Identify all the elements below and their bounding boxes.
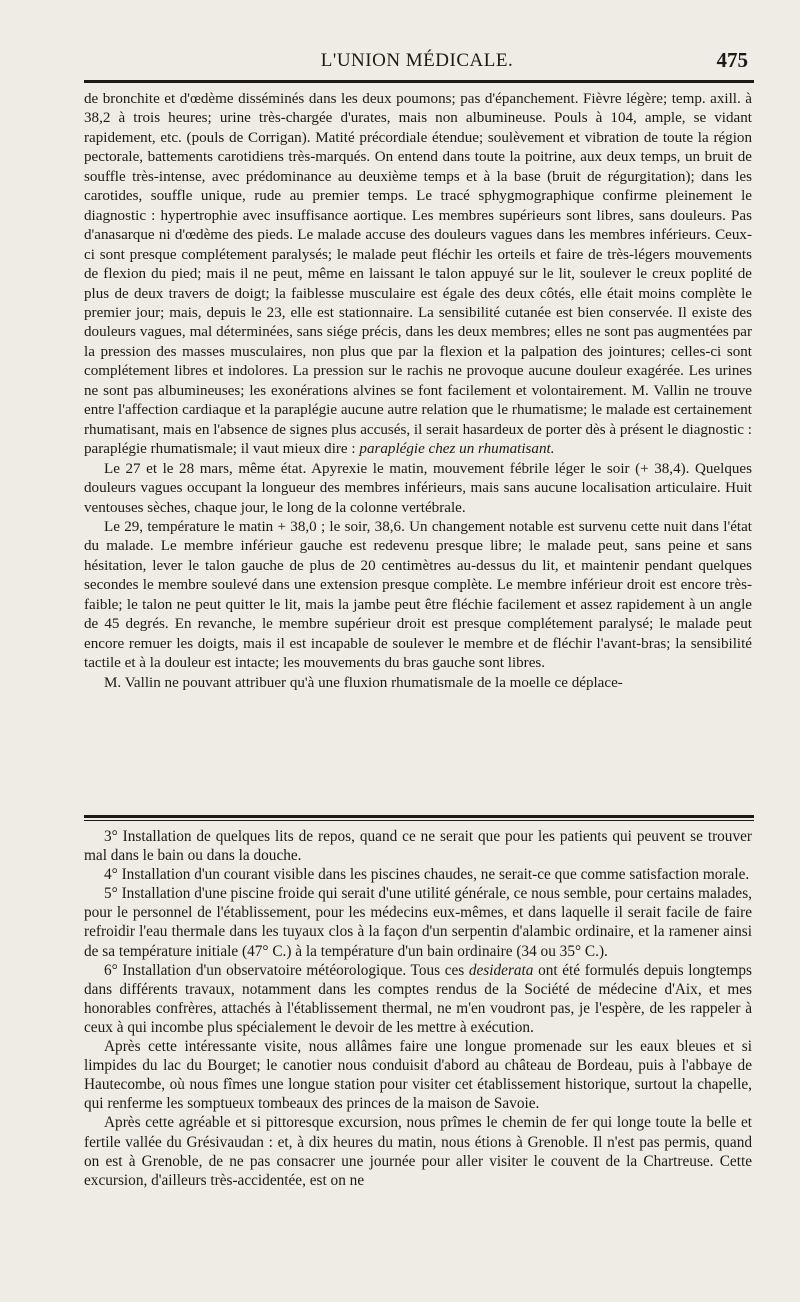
paragraph: Après cette agréable et si pittoresque excursion, nous prîmes le chemin de fer qui longe toute la belle et fertile vallée du Grésivaudan : et, à dix heures du matin, nous étions à Grenoble. Il n'est pas permis, quand on est à Grenoble, de ne pas consacrer une journée pour aller visiter le couvent de la Chartreuse. Cette excursion, d'ailleurs très-accidentée, est on ne: [84, 1114, 752, 1189]
paragraph-text: 6° Installation d'un observatoire météorologique. Tous ces: [104, 961, 465, 979]
italic-text: desiderata: [468, 961, 534, 979]
header-rule: [84, 80, 754, 83]
paragraph: [84, 90, 752, 460]
paragraph: 5° Installation d'une piscine froide qui serait d'une utilité générale, ce nous semble, pour certains malades, pour le personnel de l'établissement, pour les médecins eux-mêmes, et dans laquelle il serait facile de faire refroidir l'eau thermale dans les tuyaux clos à la façon d'un serpentin d'alambic ordinaire, et la ramener ainsi de sa température initiale (47° C.) à la température d'un bain ordinaire (34 ou 35° C.).: [84, 885, 752, 960]
paragraph: 3° Installation de quelques lits de repos, quand ce ne serait que pour les patients qui peuvent se trouver mal dans le bain ou dans la douche.: [84, 828, 752, 865]
section-rule-thick: [84, 815, 754, 818]
running-header: [82, 46, 752, 76]
lower-article: [84, 827, 752, 1190]
paragraph: Après cette intéressante visite, nous allâmes faire une longue promenade sur les eaux bleues et si limpides du lac du Bourget; le canotier nous conduisit d'abord au château de Bordeau, puis à l'abbaye de Hautecombe, où nous fîmes une longue station pour visiter cet établissement historique, surtout la chapelle, qui renferme les somptueux tombeaux des princes de la maison de Savoie.: [84, 1038, 752, 1113]
paragraph-text: ont été formulés depuis longtemps dans différents travaux, notamment dans les comptes rendus de la Société de médecine d'Aix, et mes honorables confrères, attachés à l'établissement thermal, ne m'en voudront pas, je l'espère, de les rappeler à ceux à qui incombe plus spécialement le devoir de les mettre à exécution.: [84, 961, 752, 1036]
journal-title: L'UNION MÉDICALE.: [320, 50, 514, 71]
paragraph: Le 27 et le 28 mars, même état. Apyrexie le matin, mouvement fébrile léger le soir (+ 38,4). Quelques douleurs vagues occupant la longueur des membres inférieurs, mais sans aucune localisation articulaire. Huit ventouses sèches, chaque jour, le long de la colonne vertébrale.: [84, 460, 752, 516]
paragraph: 4° Installation d'un courant visible dans les piscines chaudes, ne serait-ce que comme satisfaction morale.: [104, 866, 750, 884]
page-number: 475: [716, 48, 748, 72]
section-rule-thin: [84, 820, 754, 821]
paragraph: [84, 961, 752, 1037]
paragraph: Le 29, température le matin + 38,0 ; le soir, 38,6. Un changement notable est survenu cette nuit dans l'état du malade. Le membre inférieur gauche est redevenu presque libre; le malade peut, sans peine et sans hésitation, lever le talon gauche de plus de 20 centimètres au-dessus du lit, et maintenir pendant quelques secondes le membre soulevé dans une extension presque complète. Le membre inférieur droit est encore très-faible; le talon ne peut quitter le lit, mais la jambe peut être fléchie facilement et assez rapidement à un angle de 45 degrés. En revanche, le membre supérieur droit est presque complétement paralysé; le malade peut encore remuer les doigts, mais il est incapable de soulever le membre et de fléchir l'avant-bras; la sensibilité tactile et à la douleur est intacte; les mouvements du bras gauche sont libres.: [84, 518, 752, 672]
italic-text: paraplégie chez un rhumatisant.: [359, 441, 555, 458]
paragraph-text: de bronchite et d'œdème disséminés dans les deux poumons; pas d'épanchement. Fièvre légère; temp. axill. à 38,2 à trois heures; urine très-chargée d'urates, mais non albumineuse. Pouls à 104, ample, se vidant rapidement, etc. (pouls de Corrigan). Matité précordiale étendue; soulèvement et vibration de toute la région pectorale, battements carotidiens très-marqués. On entend dans toute la poitrine, aux deux temps, un bruit de souffle très-intense, avec prédominance au deuxième temps et à la base (bruit de régurgitation); dans les carotides, souffle unique, rude au premier temps. Le tracé sphygmographique confirme pleinement le diagnostic : hypertrophie avec insuffisance aortique. Les membres supérieurs sont libres, sans douleurs. Pas d'anasarque ni d'œdème des pieds. Le malade accuse des douleurs vagues dans les membres inférieurs. Ceux-ci sont presque complétement paralysés; le malade peut fléchir les orteils et faire de très-légers mouvements de flexion du pied; mais il ne peut, même en laissant le talon appuyé sur le lit, soulever le creux poplité de plus de deux travers de doigt; la faiblesse musculaire est égale des deux côtés, elle était moins complète le premier jour; mais, depuis le 23, elle est stationnaire. La sensibilité cutanée est bien conservée. Il existe des douleurs vagues, mal déterminées, sans siége précis, dans les deux membres; elles ne sont pas augmentées par la pression des masses musculaires, non plus que par la flexion et la palpation des jointures; celles-ci sont complétement libres et indolores. La pression sur le rachis ne provoque aucune douleur exagérée. Les urines ne sont pas albumineuses; les exonérations alvines se font facilement et volontairement. M. Vallin ne trouve entre l'affection cardiaque et la paraplégie aucune autre relation que le rhumatisme; le malade est certainement rhumatisant, mais en l'absence de signes plus accusés, il serait hasardeux de porter dès à présent le diagnostic : paraplégie rhumatismale; il vaut mieux dire :: [84, 91, 752, 458]
paragraph: M. Vallin ne pouvant attribuer qu'à une fluxion rhumatismale de la moelle ce déplace-: [104, 674, 623, 691]
upper-article: [84, 90, 752, 693]
